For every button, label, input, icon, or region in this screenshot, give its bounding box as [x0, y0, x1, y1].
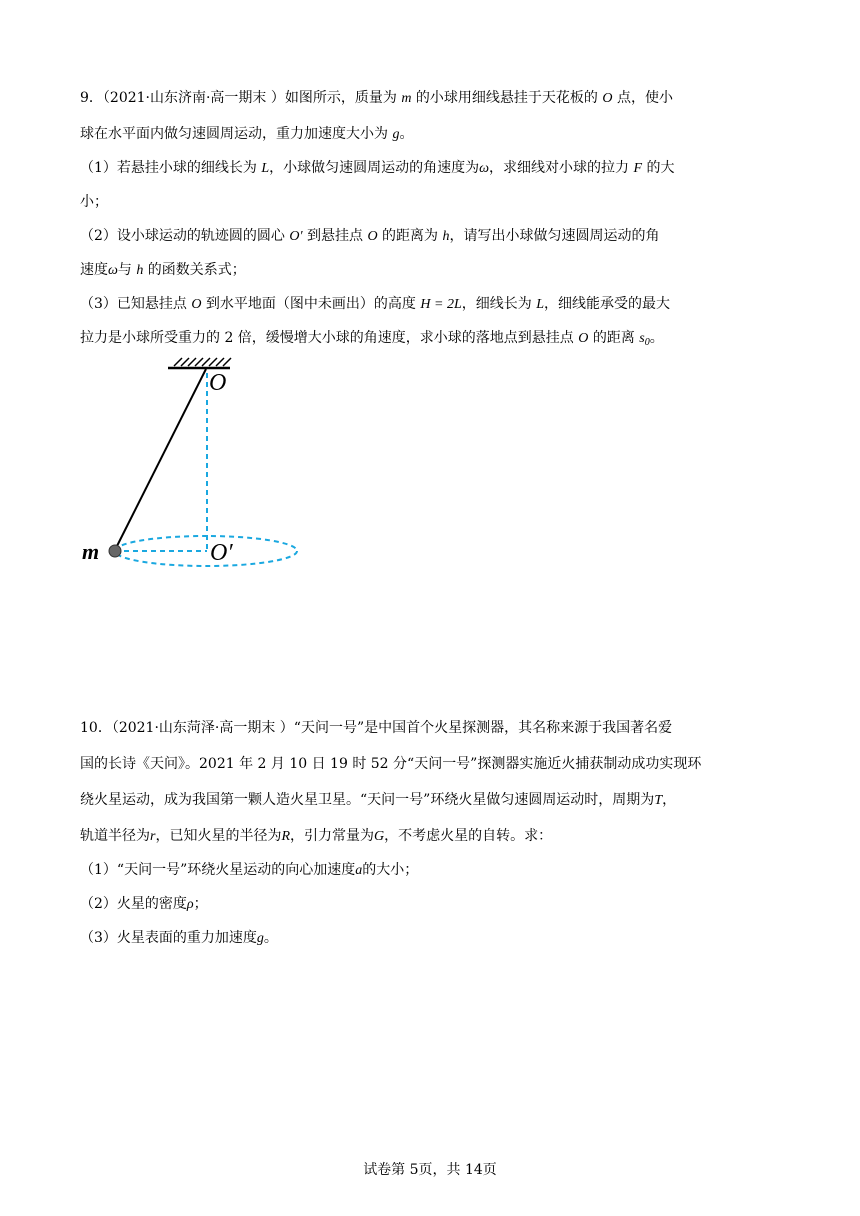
- q9-line-2: 球在水平面内做匀速圆周运动，重力加速度大小为 g。: [80, 126, 414, 142]
- q10-line-3: 绕火星运动，成为我国第一颗人造火星卫星。“天问一号”环绕火星做匀速圆周运动时，周期为T，: [80, 792, 677, 808]
- q9-line-1: 9．（2021·山东济南·高一期末 ）如图所示，质量为 m 的小球用细线悬挂于天花板的 O 点，使小: [80, 90, 673, 106]
- q9-line-7: （3）已知悬挂点 O 到水平地面（图中未画出）的高度 H = 2L，细线长为 L，细线能承受的最大: [80, 296, 670, 312]
- q10-line-1: 10．（2021·山东菏泽·高一期末 ）“天问一号”是中国首个火星探测器，其名称来源于我国著名爱: [80, 720, 673, 736]
- conical-pendulum-figure: [78, 355, 308, 580]
- q10-line-7: （3）火星表面的重力加速度g。: [80, 930, 278, 946]
- ball: [109, 545, 121, 557]
- q9-line-3: （1）若悬挂小球的细线长为 L，小球做匀速圆周运动的角速度为ω，求细线对小球的拉力 F 的大: [80, 160, 675, 176]
- q10-line-5: （1）“天问一号”环绕火星运动的向心加速度a的大小；: [80, 862, 419, 878]
- label-O: O: [209, 370, 227, 396]
- q10-line-6: （2）火星的密度ρ；: [80, 896, 208, 912]
- ceiling-hatching: [168, 358, 231, 368]
- label-m: m: [82, 539, 100, 564]
- q9-line-4: 小；: [80, 194, 108, 210]
- string-line: [115, 369, 206, 550]
- q10-line-4: 轨道半径为r，已知火星的半径为R，引力常量为G，不考虑火星的自转。求：: [80, 828, 553, 844]
- q9-line-6: 速度ω与 h 的函数关系式；: [80, 262, 246, 278]
- page-footer: 试卷第 5页，共 14页: [363, 1162, 497, 1178]
- label-O-prime: O′: [210, 540, 233, 566]
- q9-line-5: （2）设小球运动的轨迹圆的圆心 O′ 到悬挂点 O 的距离为 h，请写出小球做匀速圆周运动的角: [80, 228, 660, 244]
- q10-line-2: 国的长诗《天问》。2021 年 2 月 10 日 19 时 52 分“天问一号”探测器实施近火捕获制动成功实现环: [80, 756, 702, 772]
- q9-line-8: 拉力是小球所受重力的 2 倍，缓慢增大小球的角速度，求小球的落地点到悬挂点 O 的距离 $s_0$。: [80, 330, 664, 348]
